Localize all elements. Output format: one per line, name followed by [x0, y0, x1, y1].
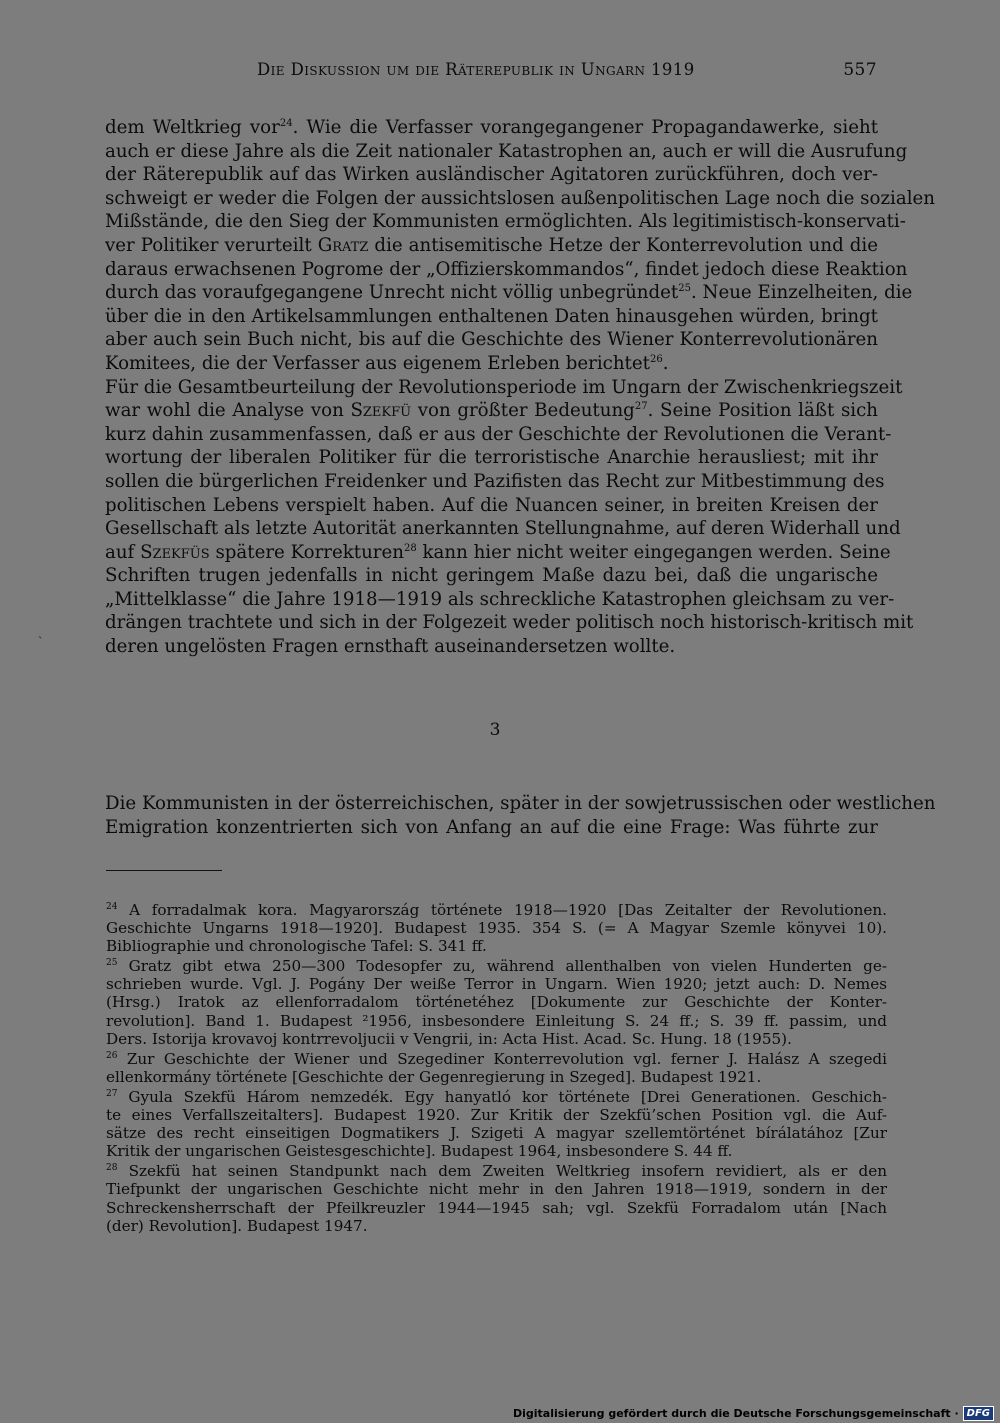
paragraph-2 [105, 376, 914, 659]
footnote-text: (Hrsg.) Iratok az ellenforradalom történetéhez [Dokumente zur Geschichte der Konter- [106, 993, 887, 1012]
paragraph-3 [105, 792, 936, 839]
text-line [105, 588, 895, 612]
footnote-number: 27 [106, 1088, 118, 1099]
line-text: der Räterepublik auf das Wirken ausländischer Agitatoren zurückführen, doch ver- [105, 164, 878, 186]
digitization-footer [513, 1405, 994, 1421]
line-text: sollen die bürgerlichen Freidenker und Pazifisten das Recht zur Mitbestimmung des [105, 470, 885, 492]
footnotes [106, 901, 887, 1237]
line-text: Für die Gesamtbeurteilung der Revolutionsperiode im Ungarn der Zwischenkriegszeit [105, 376, 903, 398]
page-number: 557 [843, 60, 877, 80]
line-text: Komitees, die der Verfasser aus eigenem Erleben berichtet [105, 352, 650, 374]
author-name: Szekfüs [140, 541, 210, 563]
line-text: durch das voraufgegangene Unrecht nicht völlig unbegründet [105, 282, 679, 304]
text-line [105, 446, 878, 470]
text-line [105, 635, 878, 659]
line-text: politischen Lebens verspielt haben. Auf die Nuancen seiner, in breiten Kreisen der [105, 494, 878, 516]
text-line [105, 564, 878, 588]
text-line [105, 470, 885, 494]
line-text: war wohl die Analyse von [105, 400, 351, 422]
footnote-text: schrieben wurde. Vgl. J. Pogány Der weiße Terror in Ungarn. Wien 1920; jetzt auch: D. Nemes [106, 975, 887, 994]
author-name: Gratz [317, 234, 369, 256]
line-text: auf [105, 541, 141, 563]
line-text: . [662, 352, 669, 374]
footnote-line [106, 1217, 887, 1235]
footnote-text: revolution]. Band 1. Budapest ²1956, insbesondere Einleitung S. 24 ff.; S. 39 ff. passim, und [106, 1011, 887, 1030]
footnote-line [106, 937, 887, 955]
footnote-reference: 24 [279, 118, 293, 129]
footnote-reference: 28 [403, 542, 417, 554]
footnote-text: A forradalmak kora. Magyarország története 1918—1920 [Das Zeitalter der Revolutionen. [129, 901, 888, 919]
dfg-logo: DFG [963, 1406, 994, 1421]
line-text: dem Weltkrieg vor [105, 117, 280, 138]
footnote-number: 25 [106, 958, 118, 969]
text-line [105, 163, 878, 187]
text-line [105, 611, 914, 635]
text-line [105, 494, 878, 518]
footnote-line [106, 1142, 887, 1160]
line-text: über die in den Artikelsammlungen enthaltenen Daten hinausgehen würden, bringt [105, 305, 878, 327]
footnote-line [106, 919, 887, 937]
text-line [105, 210, 906, 234]
footnote-text: sätze des recht einseitigen Dogmatikers J. Szigeti A magyar szellemtörténet bírálatához [Zur [106, 1124, 887, 1143]
footnote-number: 24 [106, 902, 118, 912]
footnote-line [106, 1088, 887, 1106]
line-text: aber auch sein Buch nicht, bis auf die Geschichte des Wiener Konterrevolutionären [105, 329, 878, 351]
text-line [105, 792, 936, 816]
text-line [105, 258, 908, 282]
footnote-line [106, 1124, 887, 1142]
footnote-text: Zur Geschichte der Wiener und Szegediner Konterrevolution vgl. ferner J. Halász A szegedi [126, 1049, 888, 1068]
text-line [105, 517, 901, 541]
line-text: von größter Bedeutung [411, 400, 635, 422]
text-line [105, 399, 878, 423]
line-text: „Mittelklasse“ die Jahre 1918—1919 als schreckliche Katastrophen gleichsam zu ver- [105, 588, 895, 610]
line-text: kurz dahin zusammenfassen, daß er aus der Geschichte der Revolutionen die Verant- [105, 423, 892, 445]
line-text: . Wie die Verfasser vorangegangener Propagandawerke, sieht [292, 117, 878, 138]
footnote-reference: 25 [678, 283, 691, 295]
footnote-line [106, 957, 887, 975]
footnote-line [106, 901, 887, 919]
line-text: wortung der liberalen Politiker für die terroristische Anarchie herausliest; mit ihr [105, 447, 878, 469]
line-text: drängen trachtete und sich in der Folgezeit weder politisch noch historisch-kritisch mit [105, 612, 914, 634]
footnote-line [106, 1068, 887, 1086]
footnote-text: Tiefpunkt der ungarischen Geschichte nicht mehr in den Jahren 1918—1919, sondern in der [106, 1180, 887, 1199]
footnote-text: Szekfü hat seinen Standpunkt nach dem Zweiten Weltkrieg insofern revidiert, als er den [128, 1162, 888, 1181]
footnote-line [106, 1162, 887, 1180]
line-text: Mißstände, die den Sieg der Kommunisten ermöglichten. Als legitimistisch-konservati- [105, 211, 906, 233]
text-line [105, 187, 935, 211]
line-text: die antisemitische Hetze der Konterrevolution und die [368, 234, 879, 256]
body-text [105, 116, 935, 659]
text-line [105, 352, 878, 376]
footnote-number: 26 [106, 1050, 118, 1061]
footnote-number: 28 [106, 1163, 118, 1174]
text-line [105, 116, 878, 140]
footnote [106, 1050, 887, 1086]
text-line [105, 281, 913, 305]
section-number: 3 [489, 720, 501, 740]
line-text: deren ungelösten Fragen ernsthaft auseinandersetzen wollte. [105, 636, 676, 658]
text-line [105, 423, 892, 447]
footnote-reference: 26 [649, 353, 663, 365]
paragraph-1 [105, 116, 935, 376]
text-line [105, 541, 891, 565]
footnote-text: Geschichte Ungarns 1918—1920]. Budapest 1935. 354 S. (= A Magyar Szemle könyvei 10). [106, 919, 887, 938]
footnote-text: ellenkormány története [Geschichte der Gegenregierung in Szeged]. Budapest 1921. [106, 1067, 762, 1086]
footnote-text: (der) Revolution]. Budapest 1947. [106, 1216, 368, 1235]
line-text: daraus erwachsenen Pogrome der „Offizierskommandos“, findet jedoch diese Reaktion [105, 258, 908, 280]
line-text: schweigt er weder die Folgen der aussichtslosen außenpolitischen Lage noch die sozialen [105, 187, 935, 209]
line-text: Schriften trugen jedenfalls in nicht geringem Maße dazu bei, daß die ungarische [105, 565, 878, 587]
footnote [106, 957, 887, 1047]
footer-text: Digitalisierung gefördert durch die Deutsche Forschungsgemeinschaft · [512, 1406, 959, 1420]
line-text: kann hier nicht weiter eingegangen werden. Seine [416, 541, 891, 563]
text-line [105, 376, 903, 400]
footnote-text: Bibliographie und chronologische Tafel: S. 341 ff. [106, 937, 487, 956]
footnote-line [106, 975, 887, 993]
footnote-text: te eines Verfallszeitalters]. Budapest 1920. Zur Kritik der Szekfü’schen Position vgl. die Auf- [106, 1106, 887, 1125]
footnote-text: Schreckensherrschaft der Pfeilkreuzler 1944—1945 sah; vgl. Szekfü Forradalom után [Nach [106, 1198, 887, 1217]
footnote-text: Ders. Istorija krovavoj kontrrevoljucii v Vengrii, in: Acta Hist. Acad. Sc. Hung. 18 (1955). [106, 1029, 792, 1048]
section-3-text [105, 792, 936, 839]
footnote-reference: 27 [634, 401, 648, 413]
line-text: . Seine Position läßt sich [647, 400, 879, 422]
text-line [105, 305, 878, 329]
footnote-line [106, 993, 887, 1011]
footnote-line [106, 1106, 887, 1124]
text-line [105, 234, 878, 258]
footnote-line [106, 1199, 887, 1217]
text-line [105, 140, 908, 164]
footnote-text: Kritik der ungarischen Geistesgeschichte]. Budapest 1964, insbesondere S. 44 ff. [106, 1142, 733, 1161]
line-text: Gesellschaft als letzte Autorität anerkannten Stellungnahme, auf deren Widerhall und [105, 518, 901, 540]
footnote [106, 1162, 887, 1234]
line-text: spätere Korrekturen [209, 541, 404, 563]
footnote-text: Gratz gibt etwa 250—300 Todesopfer zu, während allenthalben von vielen Hunderten ge- [128, 957, 887, 976]
footnote-line [106, 1180, 887, 1198]
footnote-separator [106, 870, 222, 871]
margin-mark: ˎ [38, 625, 43, 640]
author-name: Szekfü [350, 400, 412, 422]
footnote [106, 1088, 887, 1160]
text-line [105, 328, 878, 352]
running-header [257, 60, 877, 86]
footnote-line [106, 1050, 887, 1068]
line-text: . Neue Einzelheiten, die [690, 282, 913, 304]
line-text: auch er diese Jahre als die Zeit nationaler Katastrophen an, auch er will die Ausrufung [105, 140, 908, 162]
line-text: Emigration konzentrierten sich von Anfang an auf die eine Frage: Was führte zur [105, 816, 878, 838]
footnote [106, 901, 887, 955]
running-title: Die Diskussion um die Räterepublik in Ungarn 1919 [257, 60, 695, 79]
footnote-line [106, 1030, 887, 1048]
footnote-text: Gyula Szekfü Három nemzedék. Egy hanyatló kor története [Drei Generationen. Geschich- [128, 1087, 887, 1106]
footnote-line [106, 1012, 887, 1030]
line-text: Die Kommunisten in der österreichischen, später in der sowjetrussischen oder westlichen [105, 793, 936, 814]
text-line [105, 816, 878, 840]
line-text: ver Politiker verurteilt [105, 234, 318, 256]
